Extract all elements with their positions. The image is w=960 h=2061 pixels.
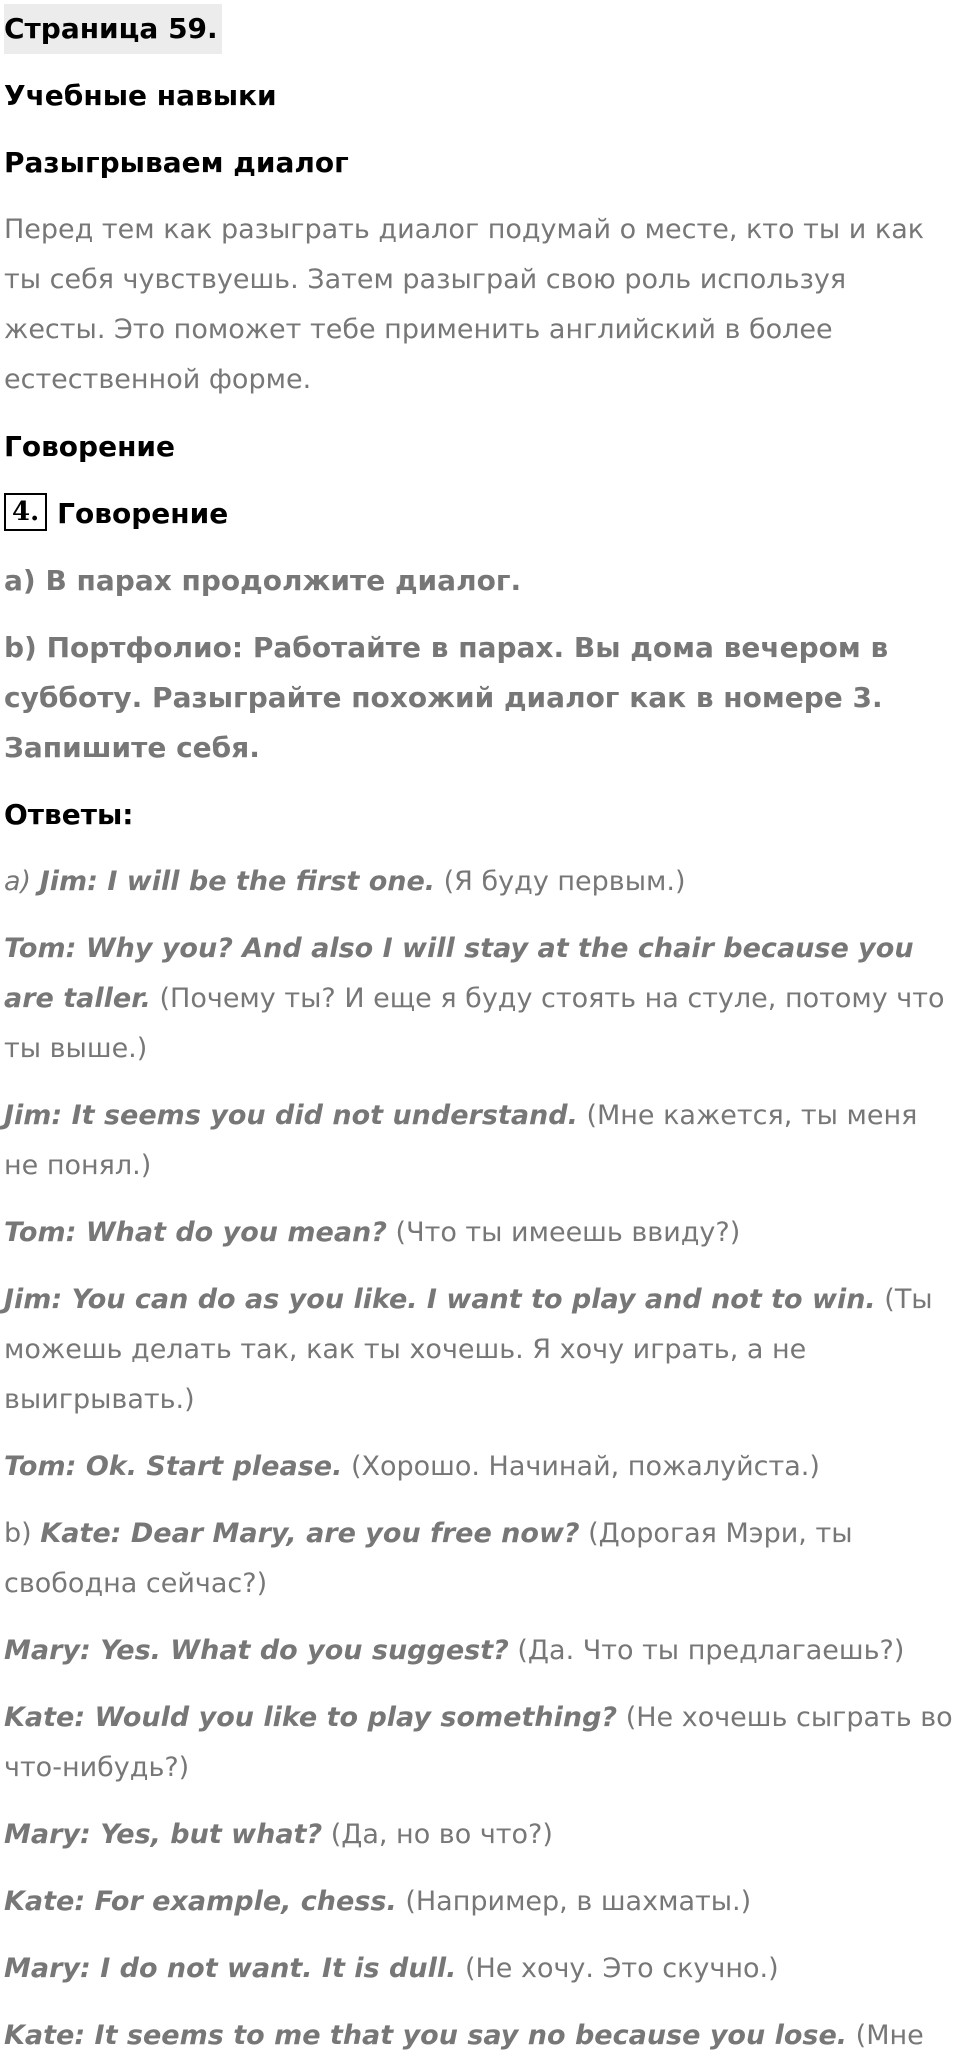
- translation-text: (Мне: [855, 2020, 924, 2051]
- answer-line: [4, 1810, 956, 1860]
- translation-text: (Мне кажется, ты меня не понял.): [4, 1100, 918, 1181]
- intro-paragraph: Перед тем как разыграть диалог подумай о месте, кто ты и как ты себя чувствуешь. Затем разыграй свою роль используя жесты. Это поможет тебе применить английский в более естественной форме.: [4, 214, 925, 395]
- answer-line: [4, 857, 956, 907]
- section-heading: Учебные навыки: [4, 79, 277, 112]
- task-title: Говорение: [57, 497, 229, 530]
- dialogue-line: Jim: You can do as you like. I want to play and not to win.: [4, 1284, 876, 1315]
- answer-line: [4, 924, 956, 1074]
- dialogue-line: Jim: It seems you did not understand.: [4, 1100, 578, 1131]
- dialogue-line: Kate: It seems to me that you say no because you lose.: [4, 2020, 848, 2051]
- answer-line: [4, 1509, 956, 1609]
- dialogue-line: Mary: Yes, but what?: [4, 1819, 323, 1850]
- dialogue-line: Mary: I do not want. It is dull.: [4, 1953, 457, 1984]
- dialogue-line: Tom: Why you? And also I will stay at the chair because you are taller.: [4, 933, 914, 1014]
- answers-heading: Ответы:: [4, 798, 134, 831]
- answer-line: [4, 1208, 956, 1258]
- translation-text: (Например, в шахматы.): [405, 1886, 752, 1917]
- task-number-box: 4.: [4, 493, 47, 531]
- answer-line: [4, 1442, 956, 1492]
- dialogue-line: Mary: Yes. What do you suggest?: [4, 1635, 509, 1666]
- answers-list: [4, 857, 956, 2061]
- answer-marker: a): [4, 866, 32, 897]
- dialogue-line: Kate: Would you like to play something?: [4, 1702, 618, 1733]
- translation-text: (Что ты имеешь ввиду?): [395, 1217, 741, 1248]
- answer-marker: b): [4, 1518, 32, 1549]
- translation-text: (Почему ты? И еще я буду стоять на стуле, потому что ты выше.): [4, 983, 945, 1064]
- task-part-a: a) В парах продолжите диалог.: [4, 564, 522, 597]
- answer-line: [4, 1626, 956, 1676]
- dialogue-line: Kate: Dear Mary, are you free now?: [40, 1518, 580, 1549]
- answer-line: [4, 1275, 956, 1425]
- dialogue-line: Tom: Ok. Start please.: [4, 1451, 343, 1482]
- answer-line: [4, 1091, 956, 1191]
- translation-text: (Я буду первым.): [443, 866, 686, 897]
- task-heading: [4, 489, 956, 539]
- dialogue-line: Jim: I will be the first one.: [39, 866, 436, 897]
- answer-line: [4, 1944, 956, 1994]
- answer-line: [4, 2011, 956, 2061]
- translation-text: (Да. Что ты предлагаешь?): [517, 1635, 905, 1666]
- translation-text: (Не хочу. Это скучно.): [464, 1953, 779, 1984]
- page-title: Страница 59.: [4, 4, 222, 54]
- dialogue-line: Kate: For example, chess.: [4, 1886, 397, 1917]
- speaking-heading: Говорение: [4, 430, 176, 463]
- skill-heading: Разыгрываем диалог: [4, 146, 349, 179]
- answer-line: [4, 1877, 956, 1927]
- translation-text: (Ты можешь делать так, как ты хочешь. Я хочу играть, а не выигрывать.): [4, 1284, 933, 1415]
- dialogue-line: Tom: What do you mean?: [4, 1217, 387, 1248]
- translation-text: (Да, но во что?): [330, 1819, 553, 1850]
- page-title-row: [4, 0, 956, 54]
- translation-text: (Дорогая Мэри, ты свободна сейчас?): [4, 1518, 853, 1599]
- task-part-b: b) Портфолио: Работайте в парах. Вы дома вечером в субботу. Разыграйте похожий диалог как в номере 3. Запишите себя.: [4, 631, 889, 764]
- answer-line: [4, 1693, 956, 1793]
- translation-text: (Хорошо. Начинай, пожалуйста.): [350, 1451, 820, 1482]
- translation-text: (Не хочешь сыграть во что-нибудь?): [4, 1702, 953, 1783]
